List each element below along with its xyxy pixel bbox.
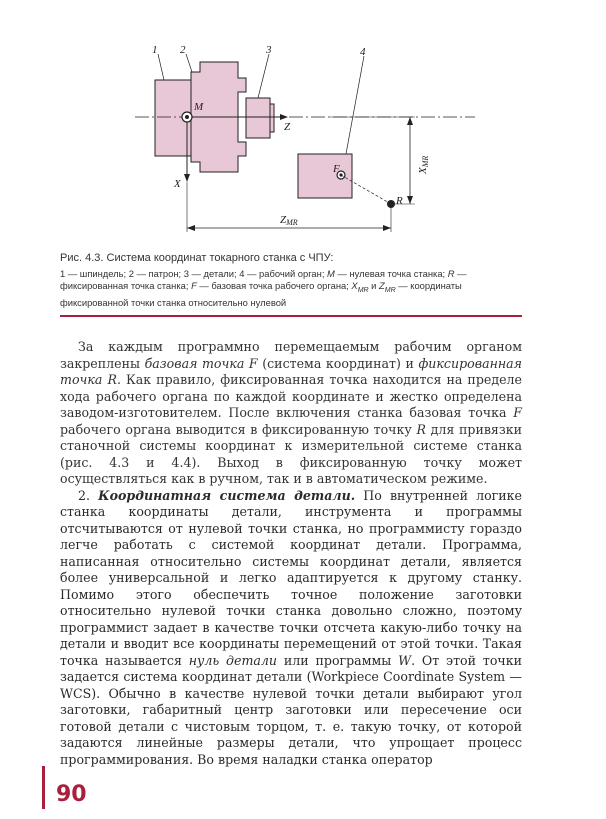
label-x: X — [174, 178, 181, 190]
label-3: 3 — [266, 44, 272, 56]
body-paragraph — [60, 488, 522, 769]
label-z: Z — [284, 121, 291, 133]
xmr-arrow-top — [407, 117, 413, 125]
caption-legend-run: — фиксированная точка станка; — [60, 268, 467, 292]
text-run: или программы — [277, 652, 399, 668]
caption-legend — [60, 268, 522, 309]
text-run: (система координат) и — [257, 355, 419, 371]
caption-legend-run: и — [368, 280, 380, 292]
part-end-shape — [270, 104, 274, 132]
caption-legend-run: MR — [357, 287, 369, 295]
label-r: R — [396, 195, 403, 207]
text-run: За каждым программно перемещаемым рабочим органом закреплены — [60, 339, 522, 371]
text-run: F — [513, 405, 522, 420]
text-run: 2. — [78, 487, 99, 503]
caption-legend-run: — нулевая точка станка; — [334, 268, 448, 279]
machine-zero-dot — [185, 115, 189, 119]
text-run: нуль детали — [188, 652, 278, 668]
xmr-arrow-bottom — [407, 196, 413, 204]
body-text — [60, 339, 522, 768]
caption-legend-run: F — [191, 280, 197, 292]
caption-legend-run: — координаты фиксированной точки станка относительно нулевой — [60, 280, 462, 309]
label-4: 4 — [360, 46, 366, 58]
caption-legend-run: X — [351, 280, 358, 292]
zmr-arrow-left — [187, 225, 195, 231]
leader-4 — [346, 56, 364, 154]
label-1: 1 — [152, 44, 158, 56]
leader-1 — [158, 54, 164, 80]
figure-caption — [60, 252, 522, 309]
caption-legend-run: 1 — шпиндель; 2 — патрон; 3 — детали; 4 — рабочий орган; — [60, 268, 328, 279]
text-run: W — [398, 652, 412, 668]
text-run: . От этой точки задается система координат детали (Workpiece Coordinate System — WCS). Обычно в качестве нулевой точки детали выбирают угол заготовки, габаритный центр заготовки или пересечение оси готовой детали с чистовым торцом, т. е. такую точку, от которой задаются линейные размеры детали, что упрощает процесс программирования. Во время наладки станка оператор — [60, 652, 522, 767]
text-run: . Как правило, фиксированная точка находится на пределе хода рабочего органа по каждой координате и жестко определена заводом-изготовителем. После включения станка базовая точка — [60, 372, 522, 420]
text-run: R — [416, 421, 426, 437]
label-xmr: XMR — [417, 155, 430, 174]
zmr-arrow-right — [383, 225, 391, 231]
caption-legend-run: — базовая точка рабочего органа; — [196, 280, 352, 292]
text-run: фиксированная точка R — [60, 355, 523, 387]
text-run: для привязки станочной системы координат к измерительной системе станка (рис. 4.3 и 4.4). Выход в фиксированную точку может осуществляться как в ручном, так и в автоматическом режиме. — [60, 421, 523, 486]
text-run: рабочего органа выводится в фиксированную точку — [60, 421, 417, 437]
caption-title: Рис. 4.3. Система координат токарного станка с ЧПУ: — [60, 252, 334, 264]
label-zmr: ZMR — [280, 214, 298, 227]
label-f: F — [333, 163, 340, 175]
caption-separator — [60, 315, 522, 317]
caption-legend-run: MR — [384, 287, 396, 295]
caption-legend-run: Z — [379, 280, 385, 292]
part-shape — [246, 98, 270, 138]
leader-2 — [186, 54, 192, 72]
text-run: Координатная система детали. — [98, 487, 356, 503]
x-arrowhead — [184, 174, 190, 182]
label-m: M — [194, 101, 204, 113]
caption-legend-run: M — [327, 268, 335, 279]
z-arrowhead — [280, 114, 288, 120]
page-number: 90 — [56, 782, 87, 807]
text-run: По внутренней логике станка координаты детали, инструмента и программы отсчитываются от нулевой точки станка, но программисту гораздо легче работать с системой координат детали. Программа, написанная относительно системы координат детали, является более универсальной и легко адаптируется к другому станку. Помимо этого обеспечить точное положение заготовки относительно нулевой точки станка довольно сложно, поэтому программист задает в качестве точки отсчета какую-либо точку на детали и вводит все координаты перемещений от этой точки. Такая точка называется — [60, 487, 522, 668]
leader-3 — [258, 54, 269, 98]
lathe-coordinate-diagram — [130, 42, 480, 232]
caption-legend-run: R — [447, 268, 455, 279]
body-paragraph — [60, 339, 522, 488]
label-2: 2 — [180, 44, 186, 56]
text-run: базовая точка F — [144, 355, 258, 371]
page-number-rule — [42, 766, 45, 809]
